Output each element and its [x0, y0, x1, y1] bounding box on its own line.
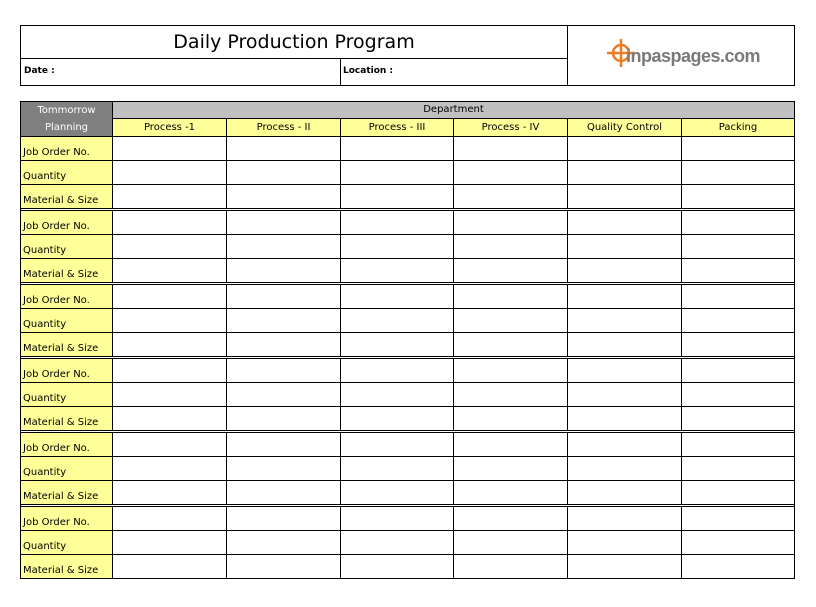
row-label: Quantity: [21, 309, 113, 333]
entry-cell[interactable]: [227, 259, 341, 283]
entry-cell[interactable]: [113, 555, 227, 579]
entry-cell[interactable]: [341, 531, 454, 555]
entry-cell[interactable]: [682, 137, 795, 161]
entry-cell[interactable]: [454, 309, 568, 333]
entry-cell[interactable]: [227, 137, 341, 161]
entry-cell[interactable]: [568, 359, 682, 383]
table-row: [21, 457, 795, 481]
entry-cell[interactable]: [341, 507, 454, 531]
entry-cell[interactable]: [682, 457, 795, 481]
entry-cell[interactable]: [568, 383, 682, 407]
entry-cell[interactable]: [113, 359, 227, 383]
site-logo: [606, 36, 761, 76]
entry-cell[interactable]: [568, 235, 682, 259]
entry-cell[interactable]: [113, 433, 227, 457]
row-label: Job Order No.: [21, 359, 113, 383]
entry-cell[interactable]: [568, 531, 682, 555]
entry-cell[interactable]: [341, 457, 454, 481]
entry-cell[interactable]: [113, 285, 227, 309]
row-label: Job Order No.: [21, 433, 113, 457]
entry-cell[interactable]: [568, 259, 682, 283]
entry-cell[interactable]: [454, 259, 568, 283]
row-label: Quantity: [21, 457, 113, 481]
table-row: [21, 309, 795, 333]
entry-cell[interactable]: [227, 285, 341, 309]
table-row: [21, 235, 795, 259]
entry-cell[interactable]: [568, 185, 682, 209]
entry-cell[interactable]: [341, 433, 454, 457]
entry-cell[interactable]: [568, 555, 682, 579]
entry-cell[interactable]: [113, 137, 227, 161]
entry-cell[interactable]: [454, 359, 568, 383]
column-header: Packing: [682, 118, 795, 136]
entry-cell[interactable]: [682, 211, 795, 235]
table-row: [21, 185, 795, 209]
entry-cell[interactable]: [682, 433, 795, 457]
entry-cell[interactable]: [682, 383, 795, 407]
entry-cell[interactable]: [227, 457, 341, 481]
production-grid: [20, 101, 795, 579]
entry-cell[interactable]: [454, 481, 568, 505]
entry-cell[interactable]: [113, 507, 227, 531]
table-row: [21, 433, 795, 457]
entry-cell[interactable]: [682, 309, 795, 333]
entry-cell[interactable]: [341, 333, 454, 357]
entry-cell[interactable]: [454, 507, 568, 531]
entry-cell[interactable]: [568, 433, 682, 457]
column-header: Process - III: [341, 118, 454, 136]
column-header: Process - IV: [454, 118, 568, 136]
entry-cell[interactable]: [682, 161, 795, 185]
row-label: Job Order No.: [21, 507, 113, 531]
entry-cell[interactable]: [341, 383, 454, 407]
entry-cell[interactable]: [454, 235, 568, 259]
entry-cell[interactable]: [454, 161, 568, 185]
entry-cell[interactable]: [568, 507, 682, 531]
entry-cell[interactable]: [568, 285, 682, 309]
entry-cell[interactable]: [568, 457, 682, 481]
column-header: Process -1: [113, 118, 227, 136]
entry-cell[interactable]: [227, 507, 341, 531]
entry-cell[interactable]: [341, 309, 454, 333]
entry-cell[interactable]: [113, 333, 227, 357]
row-label: Material & Size: [21, 481, 113, 505]
table-row: [21, 531, 795, 555]
entry-cell[interactable]: [682, 555, 795, 579]
entry-cell[interactable]: [113, 185, 227, 209]
entry-cell[interactable]: [454, 185, 568, 209]
entry-cell[interactable]: [341, 285, 454, 309]
row-label: Quantity: [21, 161, 113, 185]
table-row: [21, 137, 795, 161]
planning-header: Tommorrow Planning: [21, 102, 113, 137]
entry-cell[interactable]: [227, 211, 341, 235]
entry-cell[interactable]: [113, 309, 227, 333]
logo-area: [568, 26, 794, 85]
entry-cell[interactable]: [568, 481, 682, 505]
entry-cell[interactable]: [227, 185, 341, 209]
entry-cell[interactable]: [227, 383, 341, 407]
entry-cell[interactable]: [341, 235, 454, 259]
entry-cell[interactable]: [341, 481, 454, 505]
entry-cell[interactable]: [113, 457, 227, 481]
row-label: Job Order No.: [21, 285, 113, 309]
entry-cell[interactable]: [341, 555, 454, 579]
row-label: Material & Size: [21, 333, 113, 357]
entry-cell[interactable]: [341, 137, 454, 161]
entry-cell[interactable]: [113, 383, 227, 407]
row-label: Quantity: [21, 531, 113, 555]
entry-cell[interactable]: [113, 235, 227, 259]
entry-cell[interactable]: [454, 285, 568, 309]
entry-cell[interactable]: [227, 235, 341, 259]
row-label: Material & Size: [21, 555, 113, 579]
entry-cell[interactable]: [568, 137, 682, 161]
entry-cell[interactable]: [227, 433, 341, 457]
entry-cell[interactable]: [454, 137, 568, 161]
entry-cell[interactable]: [682, 531, 795, 555]
entry-cell[interactable]: [682, 235, 795, 259]
row-label: Material & Size: [21, 185, 113, 209]
row-label: Material & Size: [21, 259, 113, 283]
entry-cell[interactable]: [227, 531, 341, 555]
entry-cell[interactable]: [454, 333, 568, 357]
entry-cell[interactable]: [454, 407, 568, 431]
form-header: [20, 25, 795, 86]
entry-cell[interactable]: [682, 407, 795, 431]
entry-cell[interactable]: [454, 531, 568, 555]
entry-cell[interactable]: [227, 359, 341, 383]
entry-cell[interactable]: [113, 481, 227, 505]
entry-cell[interactable]: [454, 555, 568, 579]
entry-cell[interactable]: [454, 211, 568, 235]
entry-cell[interactable]: [227, 407, 341, 431]
entry-cell[interactable]: [682, 333, 795, 357]
entry-cell[interactable]: [341, 211, 454, 235]
entry-cell[interactable]: [113, 531, 227, 555]
entry-cell[interactable]: [682, 259, 795, 283]
table-row: [21, 555, 795, 579]
entry-cell[interactable]: [454, 383, 568, 407]
entry-cell[interactable]: [113, 161, 227, 185]
entry-cell[interactable]: [568, 309, 682, 333]
table-row: [21, 481, 795, 505]
entry-cell[interactable]: [341, 259, 454, 283]
entry-cell[interactable]: [682, 359, 795, 383]
row-label: Job Order No.: [21, 211, 113, 235]
table-row: [21, 507, 795, 531]
entry-cell[interactable]: [341, 359, 454, 383]
entry-cell[interactable]: [113, 211, 227, 235]
table-row: [21, 407, 795, 431]
table-row: [21, 359, 795, 383]
entry-cell[interactable]: [227, 161, 341, 185]
date-field[interactable]: Date :: [21, 59, 341, 85]
table-row: [21, 161, 795, 185]
entry-cell[interactable]: [454, 433, 568, 457]
department-header: Department: [113, 102, 795, 119]
entry-cell[interactable]: [113, 407, 227, 431]
entry-cell[interactable]: [568, 407, 682, 431]
row-label: Quantity: [21, 235, 113, 259]
entry-cell[interactable]: [341, 407, 454, 431]
entry-cell[interactable]: [341, 185, 454, 209]
table-row: [21, 285, 795, 309]
entry-cell[interactable]: [227, 333, 341, 357]
table-row: [21, 333, 795, 357]
entry-cell[interactable]: [568, 211, 682, 235]
row-label: Job Order No.: [21, 137, 113, 161]
table-row: [21, 211, 795, 235]
form-title: Daily Production Program: [21, 26, 568, 59]
entry-cell[interactable]: [682, 185, 795, 209]
entry-cell[interactable]: [341, 161, 454, 185]
entry-cell[interactable]: [227, 555, 341, 579]
entry-cell[interactable]: [568, 161, 682, 185]
location-field[interactable]: Location :: [341, 59, 568, 85]
entry-cell[interactable]: [454, 457, 568, 481]
entry-cell[interactable]: [682, 285, 795, 309]
entry-cell[interactable]: [113, 259, 227, 283]
logo-text: inpaspages.com: [626, 45, 761, 66]
entry-cell[interactable]: [227, 481, 341, 505]
entry-cell[interactable]: [682, 481, 795, 505]
row-label: Quantity: [21, 383, 113, 407]
column-header: Quality Control: [568, 118, 682, 136]
table-row: [21, 383, 795, 407]
entry-cell[interactable]: [568, 333, 682, 357]
row-label: Material & Size: [21, 407, 113, 431]
entry-cell[interactable]: [682, 507, 795, 531]
entry-cell[interactable]: [227, 309, 341, 333]
column-header: Process - II: [227, 118, 341, 136]
table-row: [21, 259, 795, 283]
